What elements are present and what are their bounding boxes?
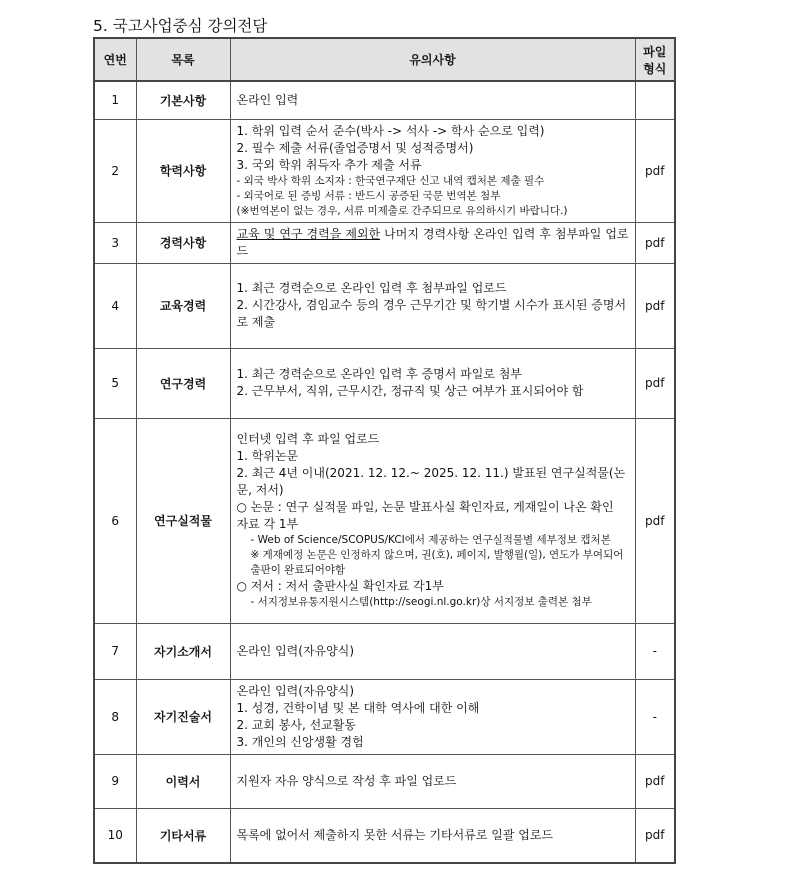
table-row bbox=[94, 418, 675, 623]
note-line: 온라인 입력(자유양식) bbox=[236, 683, 355, 698]
row-notes bbox=[230, 623, 635, 679]
header-notes: 유의사항 bbox=[230, 38, 635, 81]
note-rest: 나머지 경력사항 온라인 입력 후 첨부파일 업로드 bbox=[236, 226, 629, 258]
row-no: 3 bbox=[94, 222, 136, 263]
row-format: - bbox=[635, 623, 675, 679]
note-line: ○ 논문 : 연구 실적물 파일, 논문 발표사실 확인자료, 게재일이 나온 확인 자료 각 1부 bbox=[236, 500, 614, 531]
note-line: 1. 최근 경력순으로 온라인 입력 후 증명서 파일로 첨부 bbox=[236, 367, 522, 381]
table-row bbox=[94, 808, 675, 863]
section-title: 5. 국고사업중심 강의전담 bbox=[93, 17, 268, 35]
row-notes bbox=[230, 263, 635, 348]
note-line: 1. 성경, 건학이념 및 본 대학 역사에 대한 이해 bbox=[236, 700, 480, 715]
table-row bbox=[94, 754, 675, 808]
row-notes bbox=[230, 222, 635, 263]
note-line: 1. 최근 경력순으로 온라인 입력 후 첨부파일 업로드 bbox=[236, 281, 507, 295]
row-no: 1 bbox=[94, 81, 136, 119]
note-underlined: 교육 및 연구 경력을 제외한 bbox=[236, 226, 381, 241]
row-category: 연구경력 bbox=[136, 348, 230, 418]
table-row bbox=[94, 623, 675, 679]
row-category: 학력사항 bbox=[136, 119, 230, 222]
header-no: 연번 bbox=[94, 38, 136, 81]
row-no: 8 bbox=[94, 679, 136, 754]
table-row bbox=[94, 679, 675, 754]
note-line: - 서지정보유통지원시스템(http://seogi.nl.go.kr)상 서지정보 출력본 첨부 bbox=[250, 596, 592, 608]
table-row bbox=[94, 263, 675, 348]
row-category: 기본사항 bbox=[136, 81, 230, 119]
note-line: 2. 최근 4년 이내(2021. 12. 12.~ 2025. 12. 11.) 발표된 연구실적물(논문, 저서) bbox=[236, 466, 626, 497]
row-category: 기타서류 bbox=[136, 808, 230, 863]
row-format: pdf bbox=[635, 348, 675, 418]
row-format: pdf bbox=[635, 222, 675, 263]
row-notes bbox=[230, 119, 635, 222]
note-line: 2. 시간강사, 겸임교수 등의 경우 근무기간 및 학기별 시수가 표시된 증명서로 제출 bbox=[236, 298, 627, 329]
header-format-line1: 파일 bbox=[643, 44, 667, 59]
row-format: pdf bbox=[635, 418, 675, 623]
row-notes bbox=[230, 754, 635, 808]
note-line: 온라인 입력 bbox=[236, 92, 299, 107]
row-no: 5 bbox=[94, 348, 136, 418]
note-line: - Web of Science/SCOPUS/KCI에서 제공하는 연구실적물별 세부정보 캡처본 bbox=[250, 534, 611, 546]
row-no: 6 bbox=[94, 418, 136, 623]
table-row bbox=[94, 81, 675, 119]
table-row bbox=[94, 222, 675, 263]
row-category: 경력사항 bbox=[136, 222, 230, 263]
row-notes bbox=[230, 808, 635, 863]
note-line: 목록에 없어서 제출하지 못한 서류는 기타서류로 일괄 업로드 bbox=[236, 827, 554, 842]
row-notes bbox=[230, 679, 635, 754]
note-line: (※번역본이 없는 경우, 서류 미제출로 간주되므로 유의하시기 바랍니다.) bbox=[236, 204, 568, 217]
row-format: pdf bbox=[635, 119, 675, 222]
table-row bbox=[94, 348, 675, 418]
note-line: ※ 게재예정 논문은 인정하지 않으며, 권(호), 페이지, 발행월(일), 연도가 부여되어 출판이 완료되어야함 bbox=[250, 549, 624, 576]
note-line: 3. 개인의 신앙생활 경험 bbox=[236, 734, 364, 749]
header-format-line2: 형식 bbox=[643, 61, 667, 76]
row-notes bbox=[230, 81, 635, 119]
document-requirements-table bbox=[93, 37, 676, 864]
row-format bbox=[635, 81, 675, 119]
row-format: - bbox=[635, 679, 675, 754]
row-no: 4 bbox=[94, 263, 136, 348]
row-category: 이력서 bbox=[136, 754, 230, 808]
note-line: 1. 학위 입력 순서 준수(박사 -> 석사 -> 학사 순으로 입력) bbox=[236, 123, 545, 138]
note-line: 1. 학위논문 bbox=[236, 449, 299, 463]
note-line: ○ 저서 : 저서 출판사실 확인자료 각1부 bbox=[236, 579, 444, 593]
row-format: pdf bbox=[635, 808, 675, 863]
row-format: pdf bbox=[635, 263, 675, 348]
row-category: 자기소개서 bbox=[136, 623, 230, 679]
row-no: 2 bbox=[94, 119, 136, 222]
row-no: 7 bbox=[94, 623, 136, 679]
header-format bbox=[635, 38, 675, 81]
row-category: 연구실적물 bbox=[136, 418, 230, 623]
note-line: 인터넷 입력 후 파일 업로드 bbox=[236, 432, 380, 446]
row-category: 자기진술서 bbox=[136, 679, 230, 754]
row-notes bbox=[230, 348, 635, 418]
note-line: 2. 교회 봉사, 선교활동 bbox=[236, 717, 356, 732]
note-line: 온라인 입력(자유양식) bbox=[236, 643, 355, 658]
row-format: pdf bbox=[635, 754, 675, 808]
row-category: 교육경력 bbox=[136, 263, 230, 348]
row-notes bbox=[230, 418, 635, 623]
header-category: 목록 bbox=[136, 38, 230, 81]
note-line: - 외국 박사 학위 소지자 : 한국연구재단 신고 내역 캡처본 제출 필수 bbox=[236, 174, 545, 187]
note-line: 2. 필수 제출 서류(졸업증명서 및 성적증명서) bbox=[236, 140, 474, 155]
row-no: 9 bbox=[94, 754, 136, 808]
note-line: - 외국어로 된 증빙 서류 : 반드시 공증된 국문 번역본 첨부 bbox=[236, 189, 501, 202]
table-row bbox=[94, 119, 675, 222]
note-line: 3. 국외 학위 취득자 추가 제출 서류 bbox=[236, 157, 422, 172]
note-line: 지원자 자유 양식으로 작성 후 파일 업로드 bbox=[236, 773, 457, 788]
row-no: 10 bbox=[94, 808, 136, 863]
note-line: 2. 근무부서, 직위, 근무시간, 정규직 및 상근 여부가 표시되어야 함 bbox=[236, 384, 584, 398]
